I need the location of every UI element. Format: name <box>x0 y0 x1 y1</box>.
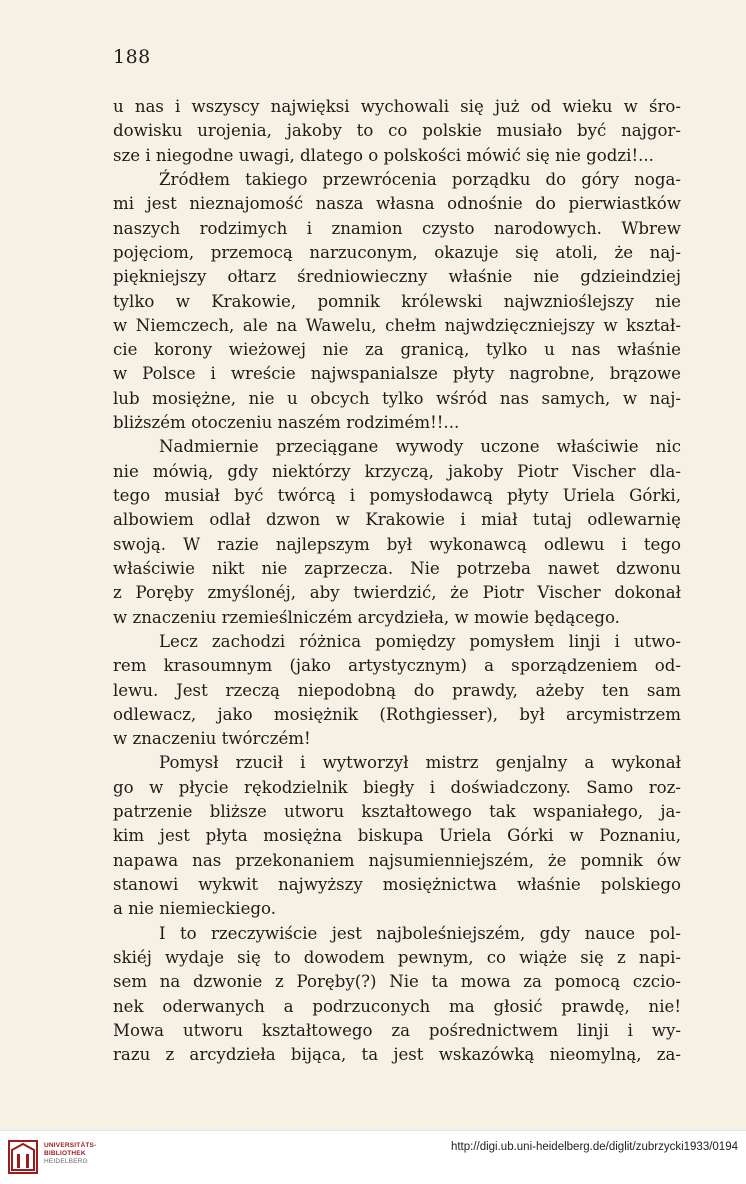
text-line: bliższém otoczeniu naszém rodzimém!!... <box>113 413 460 433</box>
text-line: sem na dzwonie z Poręby(?) Nie ta mowa za pomocą czcio- <box>113 972 681 992</box>
text-line: swoją. W razie najlepszym był wykonawcą odlewu i tego <box>113 534 681 554</box>
text-line: patrzenie bliższe utworu kształtowego tak wspaniałego, ja- <box>113 802 681 822</box>
library-line-2: BIBLIOTHEK <box>44 1150 86 1157</box>
text-line: nie mówią, gdy niektórzy krzyczą, jakoby Piotr Vischer dla- <box>113 461 681 481</box>
text-line: piękniejszy ołtarz średniowieczny właśnie nie gdzieindziej <box>113 267 681 287</box>
text-line: go w płycie rękodzielnik biegły i doświadczony. Samo roz- <box>113 777 681 797</box>
text-line: Pomysł rzucił i wytworzył mistrz genjalny a wykonał <box>159 753 681 773</box>
text-line: tylko w Krakowie, pomnik królewski najwznioślejszy nie <box>113 291 681 311</box>
text-line: Nadmiernie przeciągane wywody uczone właściwie nic <box>159 437 681 457</box>
text-line: napawa nas przekonaniem najsumienniejszém, że pomnik ów <box>113 850 681 870</box>
text-line: właściwie nikt nie zaprzecza. Nie potrzeba nawet dzwonu <box>113 558 681 578</box>
text-line: a nie niemieckiego. <box>113 899 277 919</box>
text-line: mi jest nieznajomość nasza własna odnośnie do pierwiastków <box>113 194 681 214</box>
text-line: albowiem odlał dzwon w Krakowie i miał tutaj odlewarnię <box>113 510 681 530</box>
text-line: lub mosiężne, nie u obcych tylko wśród nas samych, w naj- <box>113 388 681 408</box>
text-line: stanowi wykwit najwyższy mosiężnictwa właśnie polskiego <box>113 875 681 894</box>
text-line: w Niemczech, ale na Wawelu, chełm najwdzięczniejszy w kształ- <box>113 315 681 335</box>
page-number: 188 <box>113 46 151 68</box>
text-line: w znaczeniu rzemieślniczém arcydzieła, w mowie będącego. <box>113 607 620 627</box>
permalink-url[interactable]: http://digi.ub.uni-heidelberg.de/diglit/zubrzycki1933/0194 <box>450 1141 738 1153</box>
text-line: I to rzeczywiście jest najboleśniejszém, gdy nauce pol- <box>159 923 681 943</box>
text-line: w znaczeniu twórczém! <box>113 729 311 749</box>
body-text <box>113 95 681 1068</box>
text-line: sze i niegodne uwagi, dlatego o polskości mówić się nie godzi!... <box>113 145 654 165</box>
text-line: u nas i wszyscy najwięksi wychowali się już od wieku w śro- <box>113 97 681 116</box>
text-line: lewu. Jest rzeczą niepodobną do prawdy, ażeby ten sam <box>113 680 681 700</box>
text-line: cie korony wieżowej nie za granicą, tylko u nas właśnie <box>113 340 681 360</box>
text-line: tego musiał być twórcą i pomysłodawcą płyty Uriela Górki, <box>113 486 681 505</box>
text-line: pojęciom, przemocą narzuconym, okazuje się atoli, że naj- <box>113 242 681 262</box>
text-line: Lecz zachodzi różnica pomiędzy pomysłem linji i utwo- <box>159 631 681 651</box>
text-line: dowisku urojenia, jakoby to co polskie musiało być najgor- <box>113 121 681 141</box>
viewer-footer <box>0 1130 746 1184</box>
text-line: w Polsce i wreście najwspanialsze płyty nagrobne, brązowe <box>113 364 681 384</box>
text-line: odlewacz, jako mosiężnik (Rothgiesser), był arcymistrzem <box>113 704 681 724</box>
library-logo-icon[interactable] <box>8 1140 38 1174</box>
text-line: kim jest płyta mosiężna biskupa Uriela Górki w Poznaniu, <box>113 826 681 846</box>
text-line: razu z arcydzieła bijąca, ta jest wskazówką nieomylną, za- <box>113 1045 681 1065</box>
text-line: naszych rodzimych i znamion czysto narodowych. Wbrew <box>113 218 681 238</box>
text-line: nek oderwanych a podrzuconych ma głosić prawdę, nie! <box>113 996 681 1016</box>
text-line: skiéj wydaje się to dowodem pewnym, co wiąże się z napi- <box>113 947 681 967</box>
library-line-3: HEIDELBERG <box>44 1158 88 1165</box>
library-line-1: UNIVERSITÄTS- <box>44 1142 97 1149</box>
text-line: rem krasoumnym (jako artystycznym) a sporządzeniem od- <box>113 656 681 676</box>
text-line: Mowa utworu kształtowego za pośrednictwem linji i wy- <box>113 1020 681 1040</box>
library-name <box>44 1142 96 1166</box>
text-line: Źródłem takiego przewrócenia porządku do góry noga- <box>159 169 681 189</box>
text-line: z Poręby zmyślonéj, aby twierdzić, że Piotr Vischer dokonał <box>113 583 681 603</box>
